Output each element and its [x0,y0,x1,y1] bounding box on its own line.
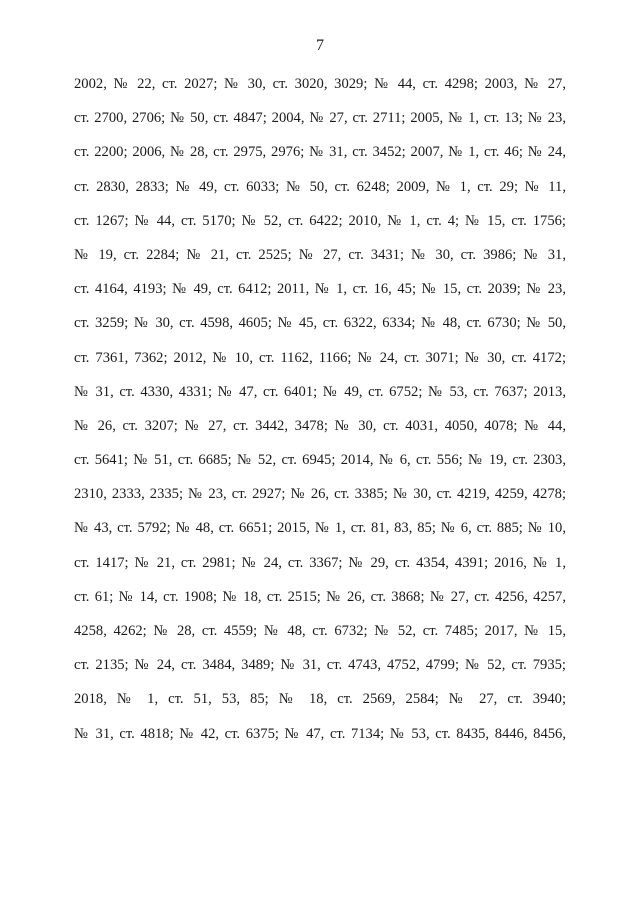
text-line: № 19, ст. 2284; № 21, ст. 2525; № 27, ст. 3431; № 30, ст. 3986; № 31, [74,246,566,263]
page-number: 7 [316,37,324,54]
text-line: 2002, № 22, ст. 2027; № 30, ст. 3020, 3029; № 44, ст. 4298; 2003, № 27, [74,76,566,92]
text-line: ст. 1417; № 21, ст. 2981; № 24, ст. 3367; № 29, ст. 4354, 4391; 2016, № 1, [74,554,566,571]
text-line: № 31, ст. 4330, 4331; № 47, ст. 6401; № 49, ст. 6752; № 53, ст. 7637; 2013, [74,383,566,400]
text-line: ст. 2200; 2006, № 28, ст. 2975, 2976; № 31, ст. 3452; 2007, № 1, ст. 46; № 24, [74,144,566,161]
text-line: 4258, 4262; № 28, ст. 4559; № 48, ст. 6732; № 52, ст. 7485; 2017, № 15, [74,623,566,639]
text-line: № 26, ст. 3207; № 27, ст. 3442, 3478; № 30, ст. 4031, 4050, 4078; № 44, [74,417,566,434]
text-line: ст. 2700, 2706; № 50, ст. 4847; 2004, № 27, ст. 2711; 2005, № 1, ст. 13; № 23, [74,110,566,127]
text-line: ст. 1267; № 44, ст. 5170; № 52, ст. 6422; 2010, № 1, ст. 4; № 15, ст. 1756; [74,212,566,229]
body-text [74,74,566,758]
text-line: 2310, 2333, 2335; № 23, ст. 2927; № 26, ст. 3385; № 30, ст. 4219, 4259, 4278; [74,486,566,503]
text-line: ст. 61; № 14, ст. 1908; № 18, ст. 2515; № 26, ст. 3868; № 27, ст. 4256, 4257, [74,588,566,605]
text-line: ст. 4164, 4193; № 49, ст. 6412; 2011, № 1, ст. 16, 45; № 15, ст. 2039; № 23, [74,281,566,298]
text-line: ст. 2830, 2833; № 49, ст. 6033; № 50, ст. 6248; 2009, № 1, ст. 29; № 11, [74,178,566,195]
text-line: ст. 2135; № 24, ст. 3484, 3489; № 31, ст. 4743, 4752, 4799; № 52, ст. 7935; [74,657,566,674]
text-line: 2018, № 1, ст. 51, 53, 85; № 18, ст. 2569, 2584; № 27, ст. 3940; [74,691,566,708]
text-line: ст. 7361, 7362; 2012, № 10, ст. 1162, 1166; № 24, ст. 3071; № 30, ст. 4172; [74,349,566,366]
text-line: ст. 3259; № 30, ст. 4598, 4605; № 45, ст. 6322, 6334; № 48, ст. 6730; № 50, [74,315,566,332]
text-line: № 43, ст. 5792; № 48, ст. 6651; 2015, № 1, ст. 81, 83, 85; № 6, ст. 885; № 10, [74,520,566,537]
text-line: № 31, ст. 4818; № 42, ст. 6375; № 47, ст. 7134; № 53, ст. 8435, 8446, 8456, [74,725,566,742]
text-line: ст. 5641; № 51, ст. 6685; № 52, ст. 6945; 2014, № 6, ст. 556; № 19, ст. 2303, [74,452,566,469]
